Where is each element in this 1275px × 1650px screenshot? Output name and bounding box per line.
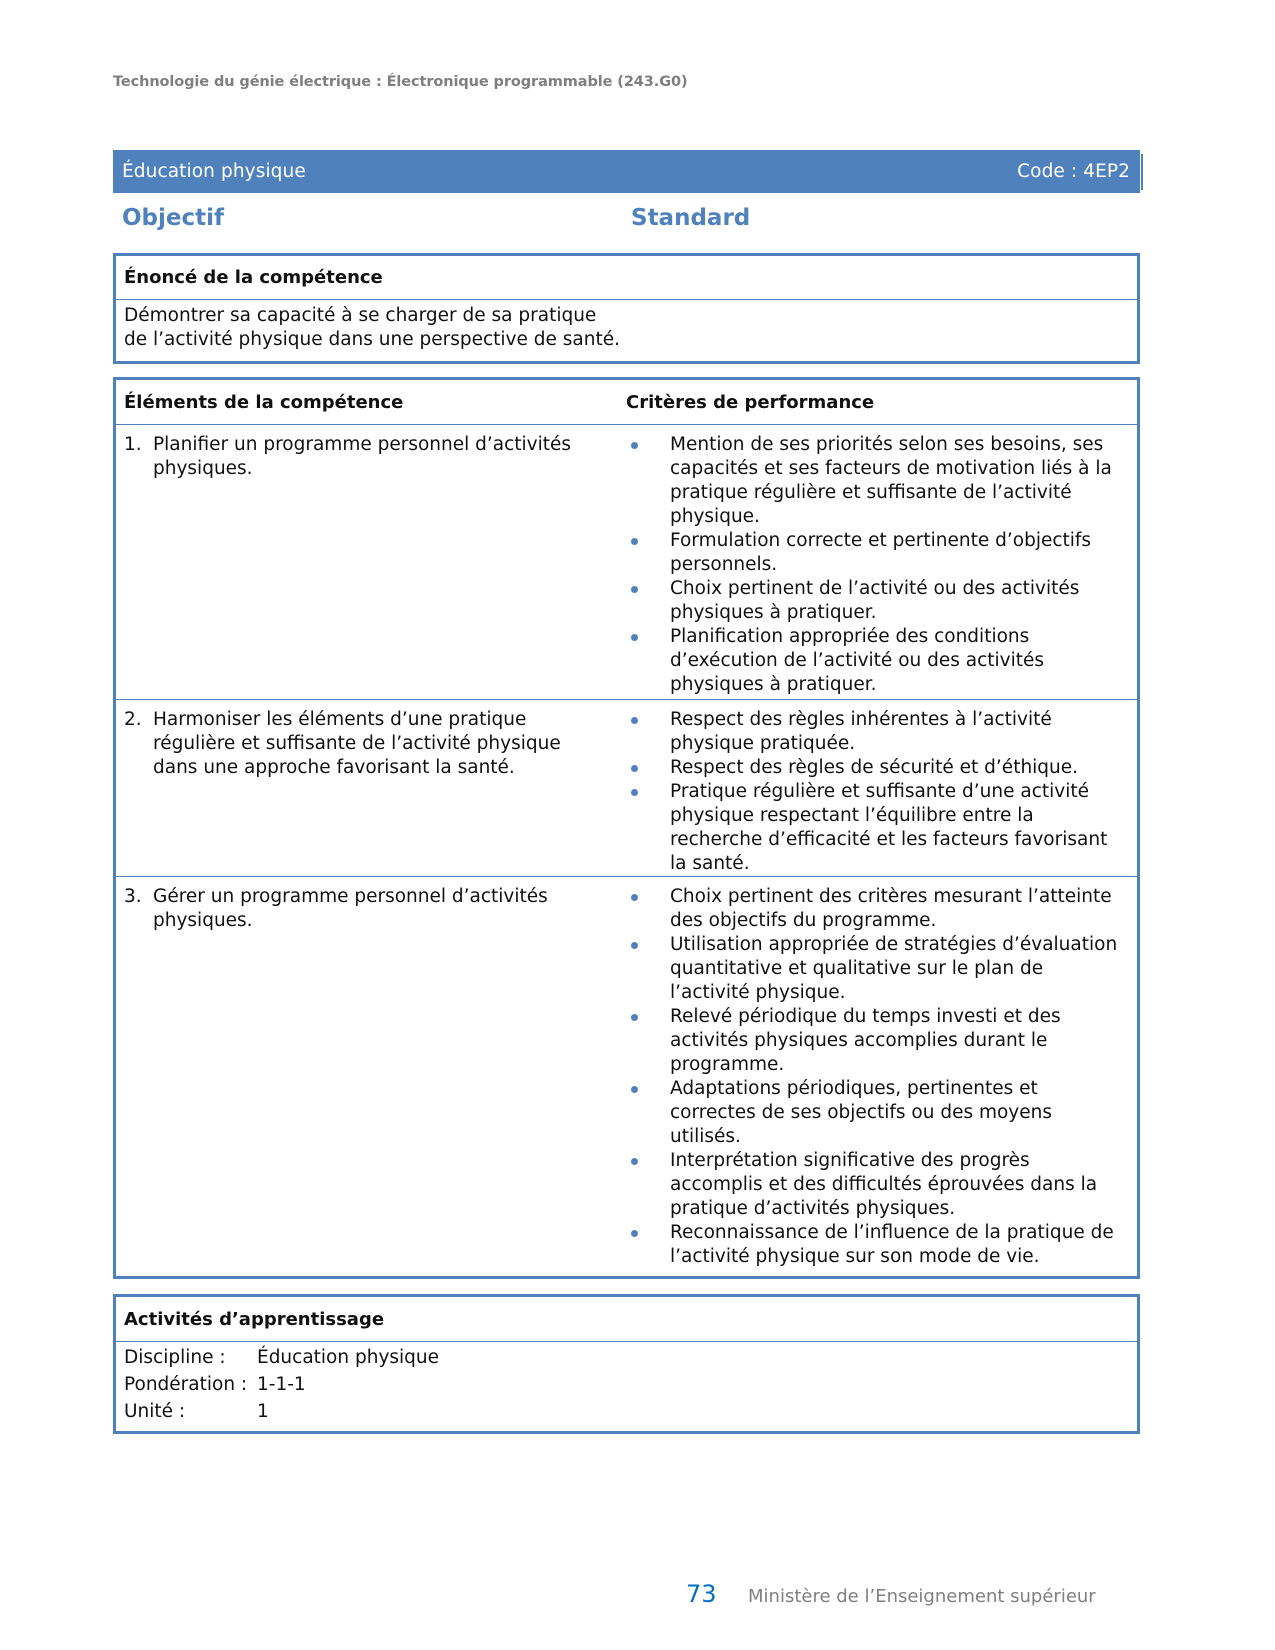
unite-field: [124, 1398, 1129, 1425]
bullet-icon: [626, 780, 670, 876]
element-item: [124, 708, 616, 780]
element-number: 1.: [124, 434, 142, 455]
field-label: Pondération :: [124, 1374, 248, 1395]
element-number: 2.: [124, 709, 142, 730]
table-header-row: [116, 380, 1137, 425]
bullet-icon: [626, 885, 670, 933]
activites-fields: [116, 1342, 1137, 1429]
field-value: 1-1-1: [257, 1374, 306, 1395]
bullet-icon: [626, 1149, 670, 1221]
table-row: [116, 877, 1137, 1276]
enonce-line: de l’activité physique dans une perspective de santé.: [124, 329, 620, 350]
criteria-list: [626, 708, 1137, 876]
element-number: 3.: [124, 886, 142, 907]
criteria-text: Respect des règles inhérentes à l’activité physique pratiquée.: [670, 709, 1052, 754]
criteria-text: Formulation correcte et pertinente d’objectifs personnels.: [670, 530, 1092, 575]
criteria-text: Planification appropriée des conditions d’exécution de l’activité ou des activités physiques à pratiquer.: [670, 626, 1045, 695]
bullet-icon: [626, 577, 670, 625]
element-text: Planifier un programme personnel d’activités physiques.: [153, 434, 572, 479]
criteria-item: [626, 780, 1137, 876]
objectif-label: Objectif: [122, 205, 225, 231]
ponderation-field: [124, 1371, 1129, 1398]
criteria-item: [626, 433, 1137, 529]
criteria-text: Respect des règles de sécurité et d’éthique.: [670, 757, 1079, 778]
criteria-item: [626, 529, 1137, 577]
section-labels: [122, 205, 1140, 239]
bullet-icon: [626, 708, 670, 756]
bullet-icon: [626, 1077, 670, 1149]
criteria-list: [626, 885, 1137, 1269]
criteria-item: [626, 625, 1137, 697]
criteria-text: Interprétation significative des progrès accomplis et des difficultés éprouvées dans la pratique d’activités physiques.: [670, 1150, 1098, 1219]
criteria-item: [626, 885, 1137, 933]
course-discipline: Éducation physique: [122, 161, 306, 182]
criteria-text: Adaptations périodiques, pertinentes et correctes de ses objectifs ou des moyens utilisés.: [670, 1078, 1053, 1147]
standard-label: Standard: [631, 205, 751, 231]
enonce-text: [116, 300, 1137, 356]
course-title-bar: [113, 150, 1140, 193]
bullet-icon: [626, 1221, 670, 1269]
element-text: Gérer un programme personnel d’activités physiques.: [153, 886, 548, 931]
table-row: [116, 425, 1137, 700]
elements-column-header: Éléments de la compétence: [124, 391, 404, 413]
field-label: Discipline :: [124, 1347, 226, 1368]
bullet-icon: [626, 933, 670, 1005]
footer-publisher: Ministère de l’Enseignement supérieur: [748, 1586, 1096, 1607]
criteria-item: [626, 1077, 1137, 1149]
criteria-item: [626, 1221, 1137, 1269]
criteria-item: [626, 708, 1137, 756]
criteria-text: Choix pertinent de l’activité ou des activités physiques à pratiquer.: [670, 578, 1080, 623]
criteria-text: Choix pertinent des critères mesurant l’atteinte des objectifs du programme.: [670, 886, 1112, 931]
criteria-text: Relevé périodique du temps investi et des activités physiques accomplies durant le programme.: [670, 1006, 1061, 1075]
activites-heading: Activités d’apprentissage: [116, 1297, 1137, 1342]
element-text: Harmoniser les éléments d’une pratique régulière et suffisante de l’activité physique dans une approche favorisant la santé.: [153, 709, 561, 778]
criteria-item: [626, 577, 1137, 625]
criteria-item: [626, 1149, 1137, 1221]
element-item: [124, 885, 616, 933]
table-row: [116, 700, 1137, 877]
running-head: Technologie du génie électrique : Électronique programmable (243.G0): [113, 74, 688, 90]
enonce-line: Démontrer sa capacité à se charger de sa pratique: [124, 305, 597, 326]
discipline-field: [124, 1344, 1129, 1371]
criteria-text: Reconnaissance de l’influence de la pratique de l’activité physique sur son mode de vie.: [670, 1222, 1114, 1267]
field-value: Éducation physique: [257, 1347, 440, 1368]
criteria-item: [626, 933, 1137, 1005]
elements-table: [113, 377, 1140, 1279]
criteria-text: Mention de ses priorités selon ses besoins, ses capacités et ses facteurs de motivation liés à la pratique régulière et suffisante de l’activité physique.: [670, 434, 1112, 527]
bullet-icon: [626, 756, 670, 780]
activites-box: [113, 1294, 1140, 1434]
bullet-icon: [626, 1005, 670, 1077]
bullet-icon: [626, 433, 670, 529]
field-label: Unité :: [124, 1401, 186, 1422]
criteres-column-header: Critères de performance: [626, 391, 875, 413]
field-value: 1: [257, 1401, 269, 1422]
criteria-item: [626, 756, 1137, 780]
enonce-box: [113, 253, 1140, 364]
bullet-icon: [626, 625, 670, 697]
criteria-list: [626, 433, 1137, 697]
criteria-text: Utilisation appropriée de stratégies d’évaluation quantitative et qualitative sur le plan de l’activité physique.: [670, 934, 1118, 1003]
bullet-icon: [626, 529, 670, 577]
element-item: [124, 433, 616, 481]
criteria-item: [626, 1005, 1137, 1077]
page-number: 73: [686, 1580, 717, 1608]
criteria-text: Pratique régulière et suffisante d’une activité physique respectant l’équilibre entre la recherche d’efficacité et les facteurs favorisant la santé.: [670, 781, 1108, 874]
course-code: Code : 4EP2: [1017, 161, 1130, 182]
enonce-heading: Énoncé de la compétence: [116, 256, 1137, 300]
